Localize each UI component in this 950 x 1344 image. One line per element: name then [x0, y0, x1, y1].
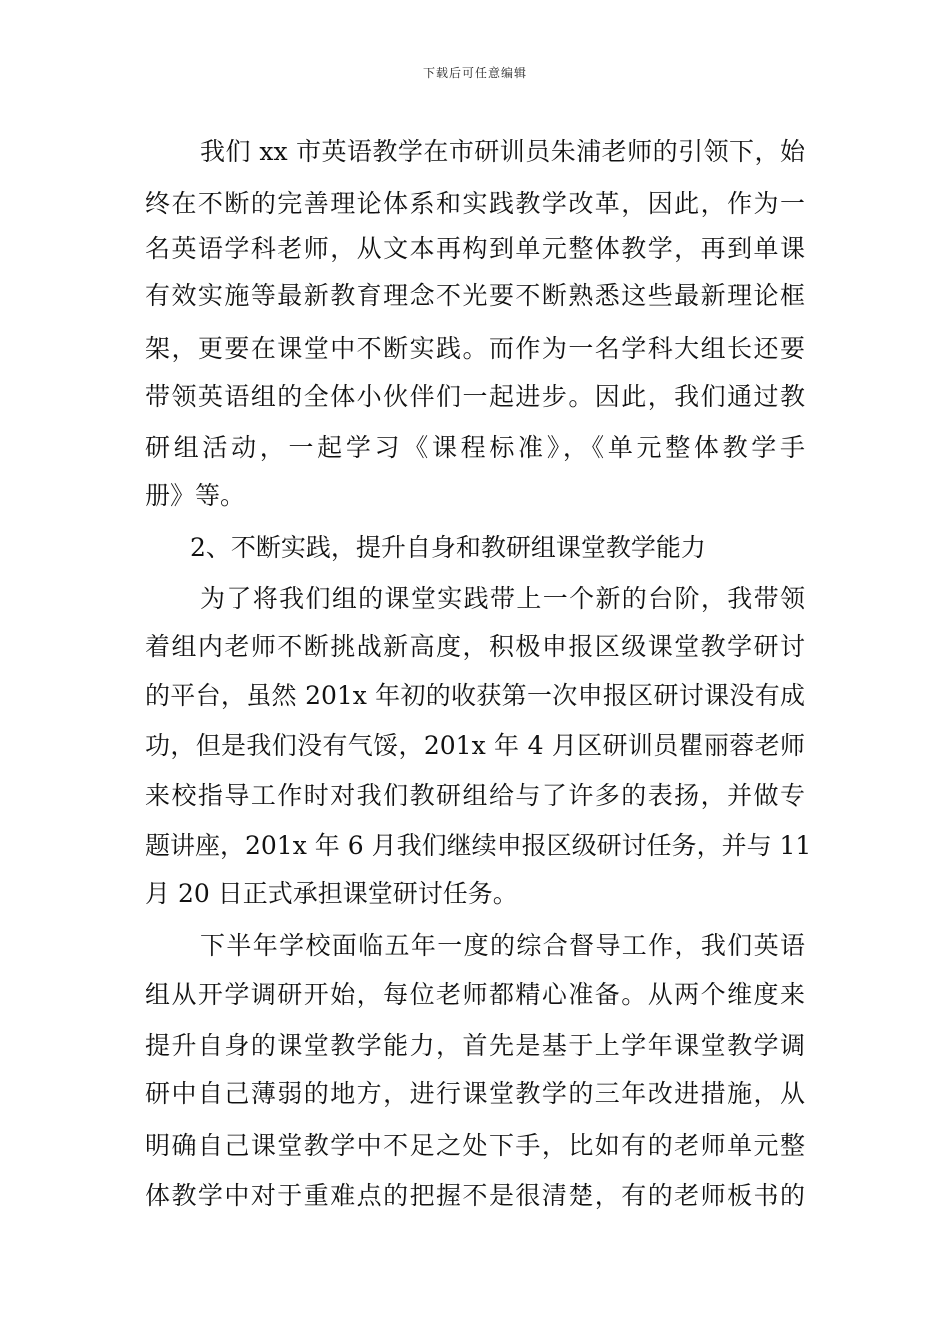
paragraph-1-line-7: 研组活动，一起学习《课程标准》，《单元整体教学手 [145, 433, 805, 462]
paragraph-1-line-2: 终在不断的完善理论体系和实践教学改革，因此，作为一 [145, 189, 805, 218]
section-heading: 2、不断实践，提升自身和教研组课堂教学能力 [190, 533, 706, 562]
paragraph-3-line-1: 下半年学校面临五年一度的综合督导工作，我们英语 [200, 931, 805, 960]
paragraph-2-line-6: 题讲座，201x 年 6 月我们继续申报区级研讨任务，并与 11 [145, 831, 812, 860]
paragraph-1-line-6: 带领英语组的全体小伙伴们一起进步。因此，我们通过教 [145, 382, 805, 411]
paragraph-2-line-4: 功，但是我们没有气馁，201x 年 4 月区研训员瞿丽蓉老师 [145, 731, 805, 760]
paragraph-2-line-5: 来校指导工作时对我们教研组给与了许多的表扬，并做专 [145, 781, 805, 810]
page-header: 下载后可任意编辑 [422, 66, 527, 80]
paragraph-3-line-2: 组从开学调研开始，每位老师都精心准备。从两个维度来 [145, 980, 805, 1009]
paragraph-2-line-3: 的平台，虽然 201x 年初的收获第一次申报区研讨课没有成 [145, 681, 805, 710]
paragraph-3-line-6: 体教学中对于重难点的把握不是很清楚，有的老师板书的 [145, 1181, 805, 1210]
paragraph-1-line-5: 架，更要在课堂中不断实践。而作为一名学科大组长还要 [145, 334, 805, 363]
paragraph-3-line-3: 提升自身的课堂教学能力，首先是基于上学年课堂教学调 [145, 1031, 805, 1060]
paragraph-1-line-4: 有效实施等最新教育理念不光要不断熟悉这些最新理论框 [145, 281, 805, 310]
paragraph-1-line-8: 册》等。 [145, 481, 246, 510]
paragraph-3-line-4: 研中自己薄弱的地方，进行课堂教学的三年改进措施，从 [145, 1079, 805, 1108]
paragraph-2-line-2: 着组内老师不断挑战新高度，积极申报区级课堂教学研讨 [145, 632, 805, 661]
paragraph-2-line-7: 月 20 日正式承担课堂研讨任务。 [145, 879, 518, 908]
paragraph-1-line-1: 我们 xx 市英语教学在市研训员朱浦老师的引领下，始 [200, 137, 805, 166]
paragraph-1-line-3: 名英语学科老师，从文本再构到单元整体教学，再到单课 [145, 234, 805, 263]
paragraph-3-line-5: 明确自己课堂教学中不足之处下手，比如有的老师单元整 [145, 1131, 805, 1160]
paragraph-2-line-1: 为了将我们组的课堂实践带上一个新的台阶，我带领 [200, 584, 805, 613]
